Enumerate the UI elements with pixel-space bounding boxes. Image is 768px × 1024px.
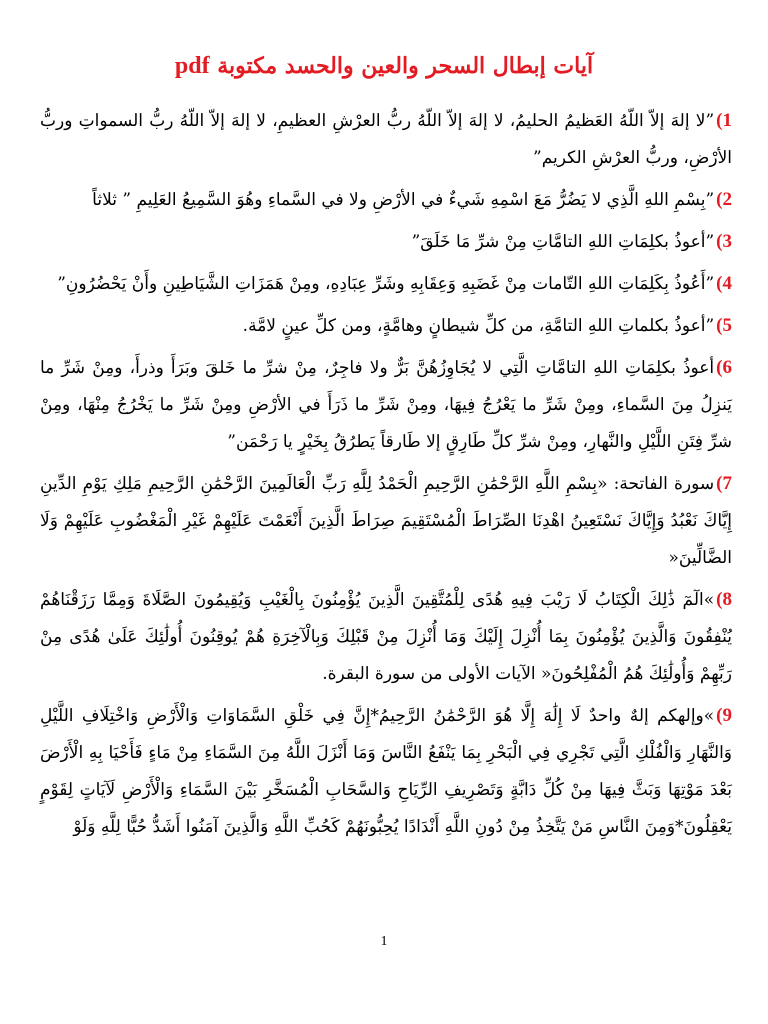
item-number: 8)	[716, 589, 732, 610]
supplication-list	[40, 102, 732, 850]
item-text: ”لا إلهَ إلاّ اللّهُ العَظيمُ الحليمُ، لا إلهَ إلاّ اللّهُ ربُّ العرْشِ العظيمِ، لا إلهَ إلاّ اللّهُ ربُّ السمواتِ وربُّ الأرْضِ، وربُّ العرْشِ الكريم”	[40, 111, 732, 168]
item-number: 3)	[716, 231, 732, 252]
item-text: سورة الفاتحة: «بِسْمِ اللَّهِ الرَّحْمَٰنِ الرَّحِيمِ الْحَمْدُ لِلَّهِ رَبِّ الْعَالَمِينَ الرَّحْمَٰنِ الرَّحِيمِ مَلِكِ يَوْمِ الدِّينِ إِيَّاكَ نَعْبُدُ وَإِيَّاكَ نَسْتَعِينُ اهْدِنَا الصِّرَاطَ الْمُسْتَقِيمَ صِرَاطَ الَّذِينَ أَنْعَمْتَ عَلَيْهِمْ غَيْرِ الْمَغْضُوبِ عَلَيْهِمْ وَلَا الضَّالِّينَ«	[40, 474, 732, 568]
list-item	[40, 581, 732, 693]
item-text: »وإلهكم إلهٌ واحدٌ لَا إِلَٰهَ إِلَّا هُوَ الرَّحْمَٰنُ الرَّحِيمُ*إِنَّ فِي خَلْقِ السَّمَاوَاتِ وَالْأَرْضِ وَاخْتِلَافِ اللَّيْلِ وَالنَّهَارِ وَالْفُلْكِ الَّتِي تَجْرِي فِي الْبَحْرِ بِمَا يَنْفَعُ النَّاسَ وَمَا أَنْزَلَ اللَّهُ مِنَ السَّمَاءِ مِنْ مَاءٍ فَأَحْيَا بِهِ الْأَرْضَ بَعْدَ مَوْتِهَا وَبَثَّ فِيهَا مِنْ كُلِّ دَابَّةٍ وَتَصْرِيفِ الرِّيَاحِ وَالسَّحَابِ الْمُسَخَّرِ بَيْنَ السَّمَاءِ وَالْأَرْضِ لَآيَاتٍ لِقَوْمٍ يَعْقِلُونَ*وَمِنَ النَّاسِ مَنْ يَتَّخِذُ مِنْ دُونِ اللَّهِ أَنْدَادًا يُحِبُّونَهُمْ كَحُبِّ اللَّهِ وَالَّذِينَ آمَنُوا أَشَدُّ حُبًّا لِلَّهِ وَلَوْ	[40, 706, 732, 837]
list-item	[40, 223, 732, 261]
list-item	[40, 102, 732, 177]
item-number: 1)	[716, 110, 732, 131]
item-number: 2)	[716, 189, 732, 210]
item-number: 5)	[716, 315, 732, 336]
item-number: 4)	[716, 273, 732, 294]
page-title-text: آيات إبطال السحر والعين والحسد مكتوبة	[217, 53, 594, 79]
item-number: 7)	[716, 473, 732, 494]
list-item	[40, 697, 732, 846]
list-item	[40, 181, 732, 219]
list-item	[40, 265, 732, 303]
list-item	[40, 349, 732, 461]
item-number: 6)	[716, 357, 732, 378]
list-item	[40, 307, 732, 345]
item-text: ”أعوذُ بكلماتِ اللهِ التامَّةِ، من كلِّ شيطانٍ وهامَّةٍ، ومن كلِّ عينٍ لامَّة.	[242, 316, 715, 336]
page-title-suffix: pdf	[174, 53, 210, 79]
item-text: ”بِسْمِ اللهِ الَّذِي لا يَضُرُّ مَعَ اسْمِهِ شَيءٌ في الأرْضِ ولا في السَّماءِ وهُوَ السَّمِيعُ العَلِيمِ ” ثلاثاً	[92, 190, 715, 210]
item-text: »الٓمٓ ذَٰلِكَ الْكِتَابُ لَا رَيْبَ فِيهِ هُدًى لِلْمُتَّقِينَ الَّذِينَ يُؤْمِنُونَ بِالْغَيْبِ وَيُقِيمُونَ الصَّلَاةَ وَمِمَّا رَزَقْنَاهُمْ يُنْفِقُونَ وَالَّذِينَ يُؤْمِنُونَ بِمَا أُنْزِلَ إِلَيْكَ وَمَا أُنْزِلَ مِنْ قَبْلِكَ وَبِالْآخِرَةِ هُمْ يُوقِنُونَ أُولَٰئِكَ عَلَىٰ هُدًى مِنْ رَبِّهِمْ وَأُولَٰئِكَ هُمُ الْمُفْلِحُونَ« الآيات الأولى من سورة البقرة.	[40, 590, 732, 684]
list-item	[40, 465, 732, 577]
page-number: 1	[380, 934, 388, 949]
item-number: 9)	[716, 705, 732, 726]
item-text: ”أعوذُ بكلِمَاتِ اللهِ التامَّاتِ مِنْ شرِّ مَا خَلَقَ”	[411, 232, 715, 252]
item-text: ”أَعُوذُ بِكَلِمَاتِ اللهِ التّامات مِنْ غَضَبِهِ وَعِقَابِهِ وشَرِّ عِبَادِهِ، ومِنْ هَمَزَاتِ الشَّيَاطِينِ وأَنْ يَحْضُرُونِ”	[57, 274, 715, 294]
item-text: أعوذُ بكلِمَاتِ اللهِ التامَّاتِ الَّتِي لا يُجَاوِزُهُنَّ بَرٌّ ولا فاجِرٌ، مِنْ شرِّ ما خَلقَ وبَرَأَ وذرأَ، ومِنْ شَرِّ ما يَنزِلُ مِنَ السَّماءِ، ومِنْ شَرِّ ما يَعْرُجُ فِيهَا، ومِنْ شَرِّ ما ذَرَأَ في الأرْضِ ومِنْ شَرِّ ما يَخْرُجُ مِنْهَا، ومِنْ شرِّ فِتَنِ اللَّيْلِ والنَّهارِ، ومِنْ شرِّ كلِّ طَارِقٍ إلا طَارقاً يَطرُقُ بِخَيْرٍ يا رَحْمَن”	[40, 358, 732, 452]
page-title	[0, 48, 768, 84]
